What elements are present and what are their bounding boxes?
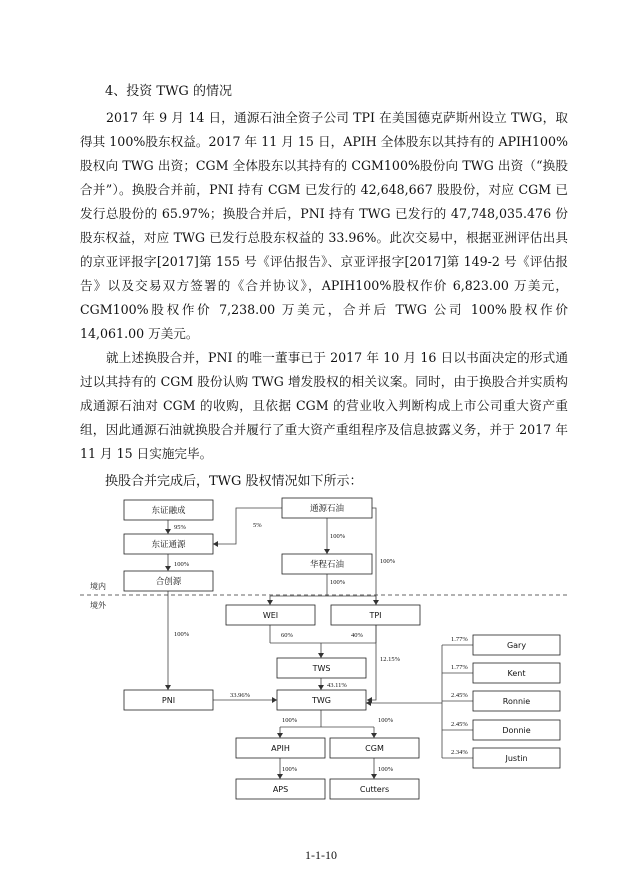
- entity-label: Ronnie: [502, 697, 531, 706]
- pct-cgm-cutters: 100%: [378, 766, 394, 773]
- page-number: 1-1-10: [305, 848, 337, 862]
- pct-gary: 1.77%: [451, 636, 468, 643]
- entity-dongzheng-tongyuan: [124, 534, 213, 554]
- entity-donnie: [473, 720, 560, 740]
- entity-label: 东证融成: [151, 506, 186, 516]
- entity-twg: [277, 690, 366, 710]
- entity-label: Cutters: [359, 785, 390, 794]
- entity-aps: [236, 779, 325, 799]
- entity-kent: [473, 663, 560, 683]
- pct-huacheng-wei-tpi: 100%: [330, 579, 346, 586]
- pct-justin: 2.34%: [451, 749, 468, 756]
- entity-label: APIH: [271, 744, 290, 753]
- entity-justin: [473, 748, 560, 768]
- paragraph-2: 就上述换股合并，PNI 的唯一董事已于 2017 年 10 月 16 日以书面决定的形式通过以其持有的 CGM 股份认购 TWG 增发股权的相关议案。同时，由于换股合并实质构成通源石油对 CGM 的收购，且依据 CGM 的营业收入判断构成上市公司重大资产重组，因此通源石油就换股合并履行了重大资产重组程序及信息披露义务，并于 2017 年 11 月 15 日实施完毕。: [80, 350, 568, 461]
- pct-tpi-tws: 40%: [351, 632, 363, 639]
- zone-overseas-label: 境外: [90, 601, 106, 610]
- pct-tongyuan-oil-huacheng: 100%: [330, 533, 346, 540]
- pct-donnie: 2.45%: [451, 721, 468, 728]
- entity-label: 华程石油: [309, 560, 345, 570]
- pct-tws-twg: 43.11%: [327, 682, 347, 689]
- zone-domestic-label: 境内: [90, 582, 106, 591]
- entity-dongzheng-ronghe: [124, 500, 213, 520]
- pct-tongyuan-oil-tpi: 100%: [380, 558, 396, 565]
- entity-tws: [277, 658, 366, 678]
- pct-dz-tongyuan-hechuangyuan: 100%: [174, 561, 190, 568]
- entity-label: Kent: [507, 669, 526, 678]
- entity-label: WEI: [262, 611, 279, 620]
- pct-twg-apih: 100%: [282, 717, 298, 724]
- pct-hechuangyuan-pni: 100%: [174, 631, 190, 638]
- pct-wei-tws: 60%: [281, 632, 293, 639]
- pct-kent: 1.77%: [451, 664, 468, 671]
- entity-cutters: [330, 779, 419, 799]
- entity-label: 合创源: [155, 577, 182, 587]
- entity-label: 东证通源: [151, 540, 186, 550]
- diagram-caption: 换股合并完成后，TWG 股权情况如下所示：: [105, 474, 363, 489]
- entity-label: 通源石油: [309, 504, 345, 514]
- pct-tongyuan-oil-dz-tongyuan: 5%: [253, 522, 262, 529]
- pct-twg-cgm: 100%: [378, 717, 394, 724]
- entity-tpi: [331, 605, 420, 625]
- entity-label: TWG: [312, 696, 331, 705]
- pct-pni-twg: 33.96%: [230, 692, 251, 699]
- entity-label: Justin: [505, 754, 528, 763]
- paragraph-1: 2017 年 9 月 14 日，通源石油全资子公司 TPI 在美国德克萨斯州设立 TWG，取得其 100%股东权益。2017 年 11 月 15 日，APIH 全体股东以其持有的 APIH100%股权向 TWG 出资；CGM 全体股东以其持有的 CGM100%股份向 TWG 出资（“换股合并”）。换股合并前，PNI 持有 CGM 已发行的 42,648,667 股股份，对应 CGM 已发行总股份的 65.97%；换股合并后，PNI 持有 TWG 已发行的 47,748,035.476 份股东权益，对应 TWG 已发行总股东权益的 33.96%。此次交易中，根据亚洲评估出具的京亚评报字[2017]第 155 号《评估报告》、京亚评报字[2017]第 149-2 号《评估报告》以及交易双方签署的《合并协议》，APIH100%股权作价 6,823.00 万美元，CGM100%股权作价 7,238.00 万美元，合并后 TWG 公司 100%股权作价 14,061.00 万美元。: [80, 110, 568, 341]
- pct-tpi-twg: 12.15%: [380, 656, 401, 663]
- pct-ronghe-tongyuan: 95%: [174, 524, 186, 531]
- entity-pni: [124, 690, 213, 710]
- pct-ronnie: 2.45%: [451, 692, 468, 699]
- entity-cgm: [330, 738, 419, 758]
- entity-label: APS: [272, 785, 289, 794]
- entity-apih: [236, 738, 325, 758]
- pct-apih-aps: 100%: [282, 766, 298, 773]
- entity-tongyuan-oil: [282, 498, 372, 518]
- entity-hechuangyuan: [124, 571, 213, 591]
- entity-gary: [473, 635, 560, 655]
- entity-ronnie: [473, 691, 560, 711]
- entity-label: PNI: [161, 696, 176, 705]
- section-heading: 4、投资 TWG 的情况: [105, 84, 232, 99]
- entity-label: TWS: [312, 664, 331, 673]
- entity-label: Gary: [506, 641, 527, 650]
- entity-huacheng-oil: [282, 554, 372, 574]
- entity-wei: [226, 605, 315, 625]
- entity-label: TPI: [369, 611, 382, 620]
- entity-label: CGM: [365, 744, 384, 753]
- entity-label: Donnie: [502, 726, 531, 735]
